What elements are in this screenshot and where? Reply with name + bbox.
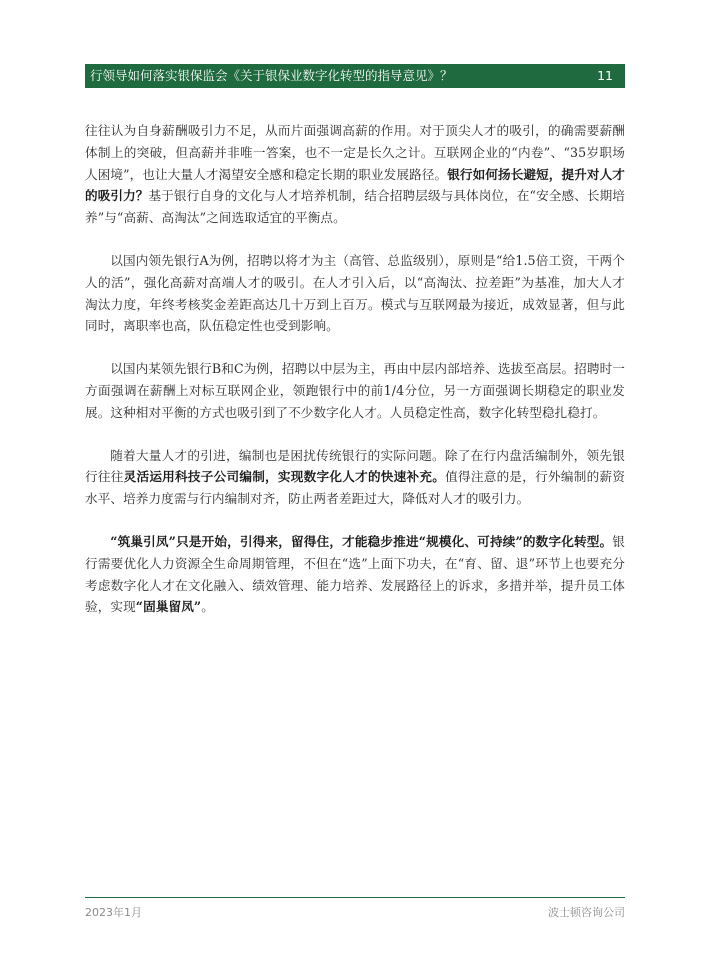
paragraph-2: 以国内领先银行A为例，招聘以将才为主（高管、总监级别），原则是“给1.5倍工资，干两个人的活”，强化高薪对高端人才的吸引。在人才引入后，以“高淘汰、拉差距”为基准，加大人才淘汰力度，年终考核奖金差距高达几十万到上百万。模式与互联网最为接近，成效显著，但与此同时，离职率也高，队伍稳定性也受到影响。 xyxy=(85,252,625,334)
paragraph-4 xyxy=(85,445,625,510)
footer-divider xyxy=(85,897,625,898)
paragraph-1-text-2: 基于银行自身的文化与人才培养机制，结合招聘层级与具体岗位，在“安全感、长期培养”与“高薪、高淘汰”之间选取适宜的平衡点。 xyxy=(85,188,625,226)
page-header xyxy=(85,64,625,88)
paragraph-1 xyxy=(85,120,625,229)
paragraph-4-bold-1: 灵活运用科技子公司编制，实现数字化人才的快速补充。 xyxy=(123,469,446,485)
paragraph-4-text-2: 值得注意的是，行外编制的薪资水平、培养力度需与行内编制对齐，防止两者差距过大，降低对人才的吸引力。 xyxy=(85,469,626,507)
paragraph-5 xyxy=(85,531,625,618)
header-title: 行领导如何落实银保监会《关于银保业数字化转型的指导意见》？ xyxy=(90,68,453,83)
footer-company: 波士顿咨询公司 xyxy=(548,906,625,919)
paragraph-5-bold-1: “筑巢引凤”只是开始，引得来，留得住，才能稳步推进“规模化、可持续”的数字化转型。 xyxy=(110,533,613,549)
paragraph-5-text-2: 。 xyxy=(201,599,214,615)
footer-date: 2023年1月 xyxy=(85,906,142,919)
paragraph-4-text-1: 随着大量人才的引进，编制也是困扰传统银行的实际问题。除了在行内盘活编制外，领先银行往往 xyxy=(85,447,625,485)
paragraph-5-bold-2: “固巢留凤” xyxy=(135,599,202,615)
paragraph-1-text-1: 往往认为自身薪酬吸引力不足，从而片面强调高薪的作用。对于顶尖人才的吸引，的确需要薪酬体制上的突破，但高薪并非唯一答案，也不一定是长久之计。互联网企业的“内卷”、“35岁职场人困境”，也让大量人才渴望安全感和稳定长期的职业发展路径。 xyxy=(85,123,625,182)
paragraph-3: 以国内某领先银行B和C为例，招聘以中层为主，再由中层内部培养、选拔至高层。招聘时一方面强调在薪酬上对标互联网企业，领跑银行中的前1/4分位，另一方面强调长期稳定的职业发展。这种相对平衡的方式也吸引到了不少数字化人才。人员稳定性高，数字化转型稳扎稳打。 xyxy=(85,361,625,420)
paragraph-1-bold-1: 银行如何扬长避短，提升对人才的吸引力？ xyxy=(85,166,625,204)
page-number: 11 xyxy=(597,68,613,83)
body-text xyxy=(85,120,625,639)
paragraph-5-text-1: 银行需要优化人力资源全生命周期管理，不但在“选”上面下功夫，在“育、留、退”环节上也要充分考虑数字化人才在文化融入、绩效管理、能力培养、发展路径上的诉求，多措并举，提升员工体验，实现 xyxy=(85,533,625,615)
